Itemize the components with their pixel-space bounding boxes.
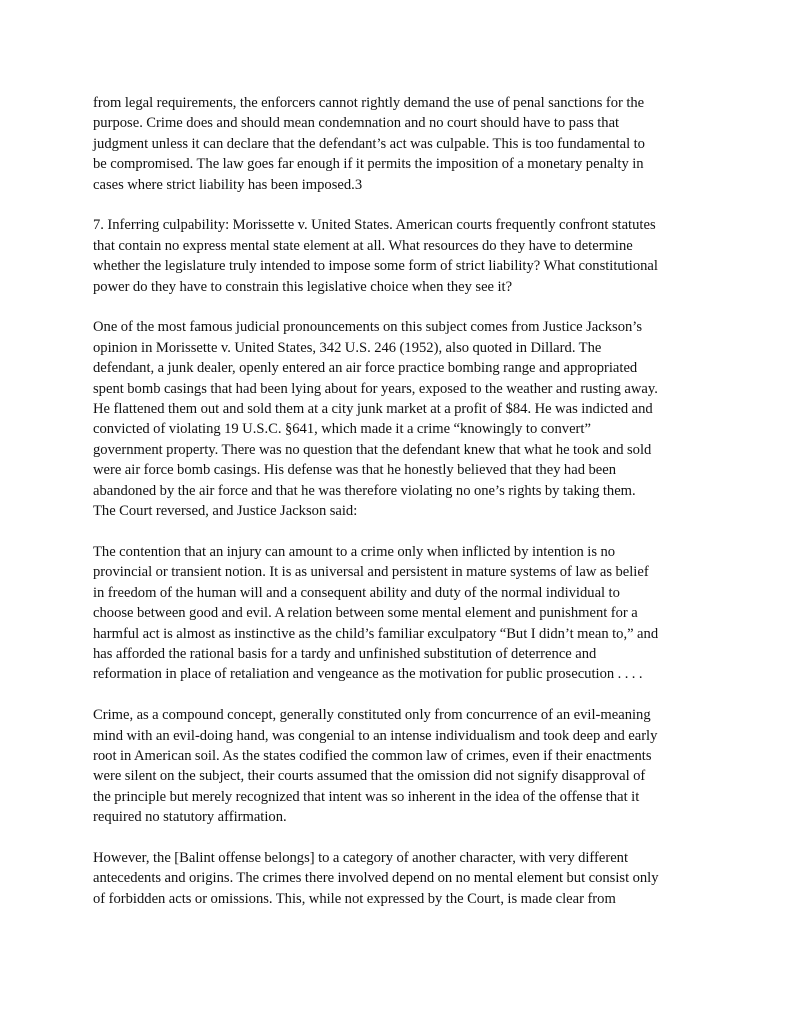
text-line: were air force bomb casings. His defense was that he honestly believed that they had been xyxy=(93,462,617,479)
paragraph-inferring-culpability xyxy=(93,215,705,297)
text-line: defendant, a junk dealer, openly entered an air force practice bombing range and appropriated xyxy=(93,360,638,377)
text-line: choose between good and evil. A relation between some mental element and punishment for a xyxy=(93,605,638,622)
text-line: mind with an evil-doing hand, was congenial to an intense individualism and took deep and early xyxy=(93,727,658,744)
text-line: judgment unless it can declare that the defendant’s act was culpable. This is too fundamental to xyxy=(93,135,645,152)
document-page xyxy=(93,93,705,930)
text-line: of forbidden acts or omissions. This, while not expressed by the Court, is made clear from xyxy=(93,890,616,907)
paragraph-morissette-facts xyxy=(93,317,705,521)
text-line: One of the most famous judicial pronouncements on this subject comes from Justice Jackson’s xyxy=(93,319,643,336)
paragraph-monetary-penalty xyxy=(93,93,705,195)
text-line: be compromised. The law goes far enough if it permits the imposition of a monetary penalty in xyxy=(93,156,644,173)
text-line: from legal requirements, the enforcers cannot rightly demand the use of penal sanctions for the xyxy=(93,95,645,111)
text-line: whether the legislature truly intended to impose some form of strict liability? What constitutional xyxy=(93,258,658,275)
text-line: The Court reversed, and Justice Jackson said: xyxy=(93,503,358,520)
text-line: provincial or transient notion. It is as universal and persistent in mature systems of law as belief xyxy=(93,564,649,581)
text-line: that contain no express mental state element at all. What resources do they have to determine xyxy=(93,237,633,254)
text-line: opinion in Morissette v. United States, 342 U.S. 246 (1952), also quoted in Dillard. The xyxy=(93,339,602,356)
text-line: harmful act is almost as instinctive as the child’s familiar exculpatory “But I didn’t mean to,” and xyxy=(93,625,659,642)
text-line: cases where strict liability has been imposed.3 xyxy=(93,176,363,193)
text-line: abandoned by the air force and that he was therefore violating no one’s rights by taking them. xyxy=(93,482,636,499)
text-line: 7. Inferring culpability: Morissette v. United States. American courts frequently confront statutes xyxy=(93,217,656,234)
text-line: power do they have to constrain this legislative choice when they see it? xyxy=(93,278,513,295)
paragraph-jackson-quote-compound-concept xyxy=(93,705,705,827)
text-line: root in American soil. As the states codified the common law of crimes, even if their enactments xyxy=(93,747,652,764)
paragraph-jackson-quote-intention xyxy=(93,542,705,685)
text-line: He flattened them out and sold them at a city junk market at a profit of $84. He was indicted and xyxy=(93,401,653,418)
text-line: were silent on the subject, their courts assumed that the omission did not signify disapproval of xyxy=(93,768,646,785)
text-line: antecedents and origins. The crimes there involved depend on no mental element but consist only xyxy=(93,870,659,887)
text-line: However, the [Balint offense belongs] to a category of another character, with very different xyxy=(93,849,629,866)
text-line: government property. There was no question that the defendant knew that what he took and sold xyxy=(93,441,652,458)
text-line: has afforded the rational basis for a tardy and unfinished substitution of deterrence and xyxy=(93,645,597,662)
paragraph-balint-offense xyxy=(93,848,705,909)
text-line: required no statutory affirmation. xyxy=(93,809,287,826)
text-line: reformation in place of retaliation and vengeance as the motivation for public prosecution . . . . xyxy=(93,666,643,683)
text-line: spent bomb casings that had been lying about for years, exposed to the weather and rusting away. xyxy=(93,380,658,397)
text-line: the principle but merely recognized that intent was so inherent in the idea of the offense that it xyxy=(93,788,640,805)
text-line: purpose. Crime does and should mean condemnation and no court should have to pass that xyxy=(93,115,620,132)
text-line: in freedom of the human will and a consequent ability and duty of the normal individual to xyxy=(93,584,620,601)
text-line: Crime, as a compound concept, generally constituted only from concurrence of an evil-meaning xyxy=(93,707,651,724)
text-line: convicted of violating 19 U.S.C. §641, which made it a crime “knowingly to convert” xyxy=(93,421,591,438)
text-line: The contention that an injury can amount to a crime only when inflicted by intention is no xyxy=(93,543,616,560)
